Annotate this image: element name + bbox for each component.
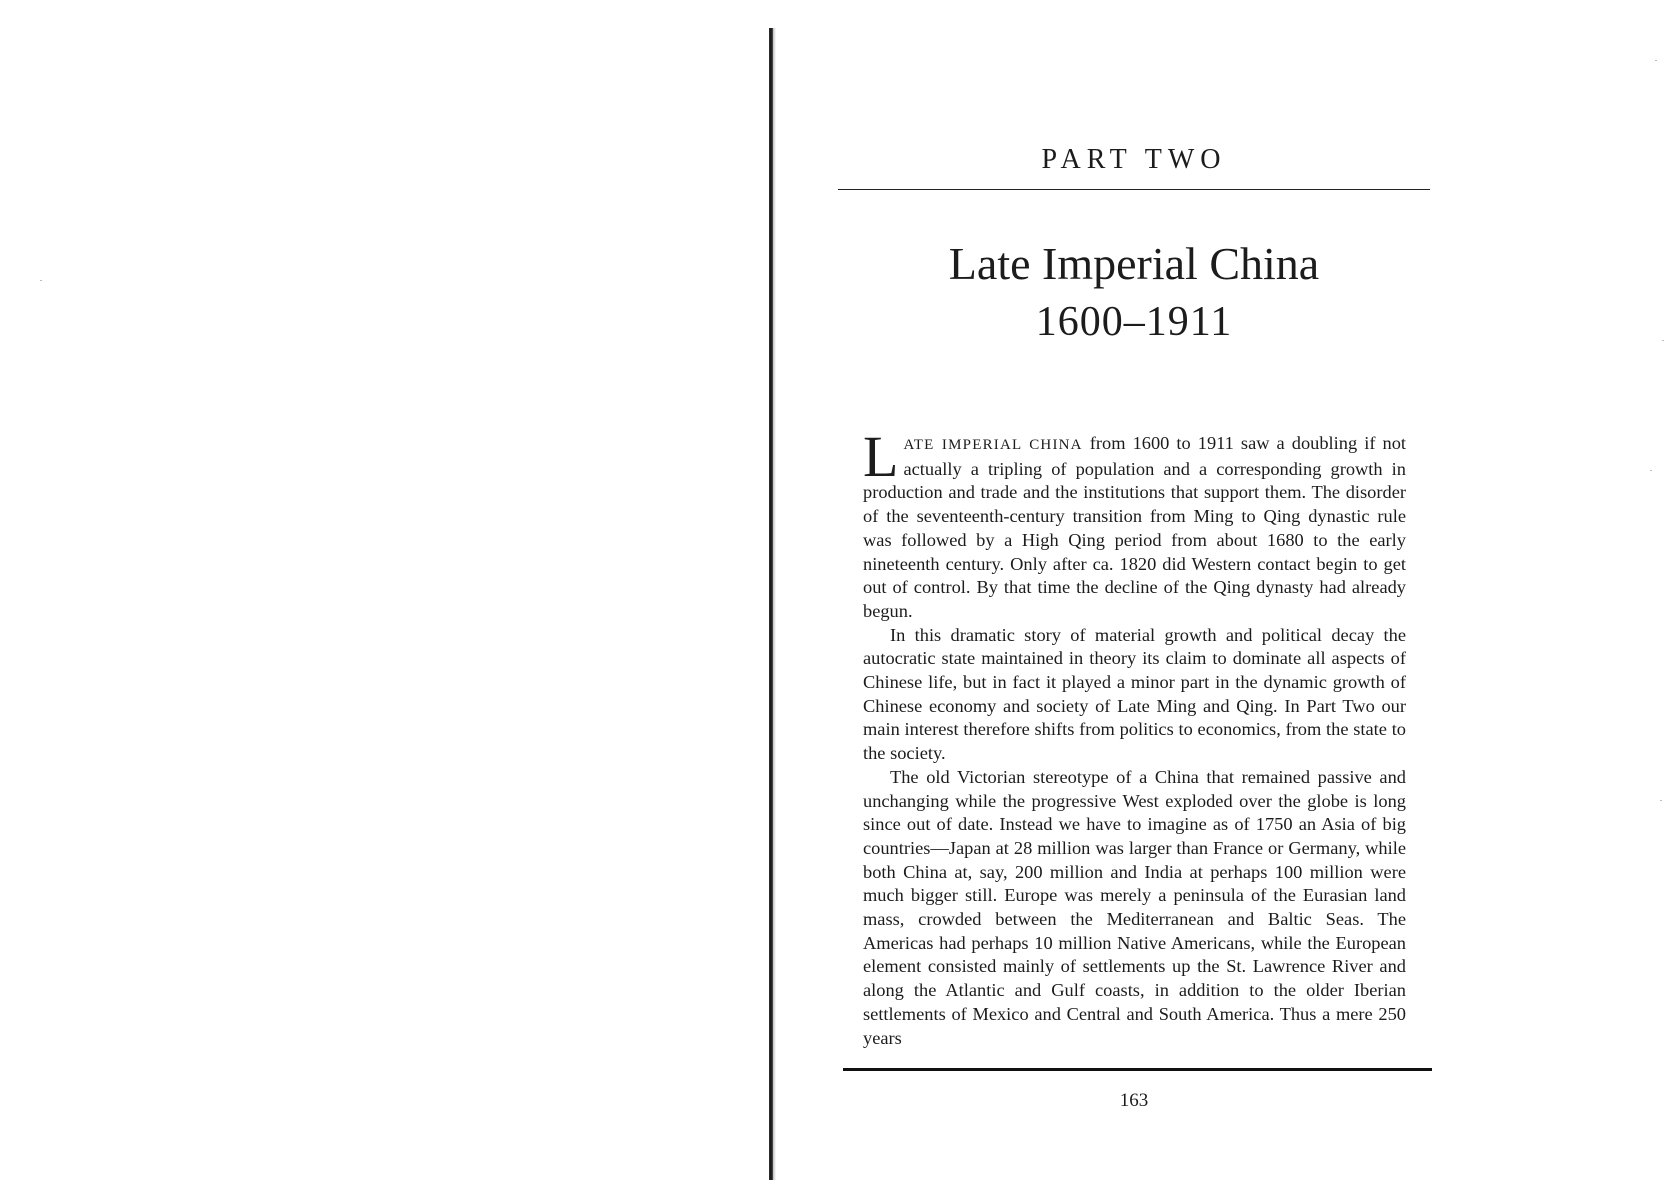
- chapter-dates: 1600–1911: [1035, 299, 1233, 345]
- body-text: [863, 424, 1406, 1050]
- scan-speck: [1662, 340, 1664, 341]
- paragraph-2: In this dramatic story of material growth and political decay the autocratic state maintained in theory its claim to dominate all aspects of Chinese life, but in fact it played a minor part in the dynamic growth of Chinese economy and society of Late Ming and Qing. In Part Two our main interest therefore shifts from politics to economics, from the state to the society.: [863, 624, 1406, 764]
- paragraph-1: [863, 424, 1406, 624]
- footer-rule: [843, 1068, 1432, 1071]
- header-rule: [838, 189, 1430, 190]
- paragraph-1-text: from 1600 to 1911 saw a doubling if not actually a tripling of population and a corresponding growth in production and trade and the institutions that support them. The disorder of the seventeenth-century transition from Ming to Qing dynastic rule was followed by a High Qing period from about 1680 to the early nineteenth century. Only after ca. 1820 did Western contact begin to get out of control. By that time the decline of the Qing dynasty had already begun.: [863, 433, 1406, 621]
- paragraph-3: The old Victorian stereotype of a China that remained passive and unchanging while the progressive West exploded over the globe is long since out of date. Instead we have to imagine as of 1750 an Asia of big countries—Japan at 28 million was larger than France or Germany, while both China at, say, 200 million and India at perhaps 100 million were much bigger still. Europe was merely a peninsula of the Eurasian land mass, crowded between the Mediterranean and Baltic Seas. The Americas had perhaps 10 million Native Americans, while the European element consisted mainly of settlements up the St. Lawrence River and along the Atlantic and Gulf coasts, in addition to the older Iberian settlements of Mexico and Central and South America. Thus a mere 250 years: [863, 766, 1406, 1048]
- part-label: PART TWO: [1041, 144, 1227, 175]
- gutter-shadow: [773, 28, 776, 1180]
- scan-speck: [40, 280, 42, 281]
- right-page: [838, 0, 1430, 1188]
- scan-speck: [1650, 470, 1652, 471]
- chapter-title: Late Imperial China: [948, 238, 1320, 289]
- small-caps-lead: ATE IMPERIAL CHINA: [903, 437, 1083, 453]
- page-number: 163: [1119, 1090, 1149, 1111]
- scan-speck: [1660, 800, 1662, 801]
- scan-speck: [1655, 60, 1657, 61]
- drop-cap: L: [863, 424, 899, 489]
